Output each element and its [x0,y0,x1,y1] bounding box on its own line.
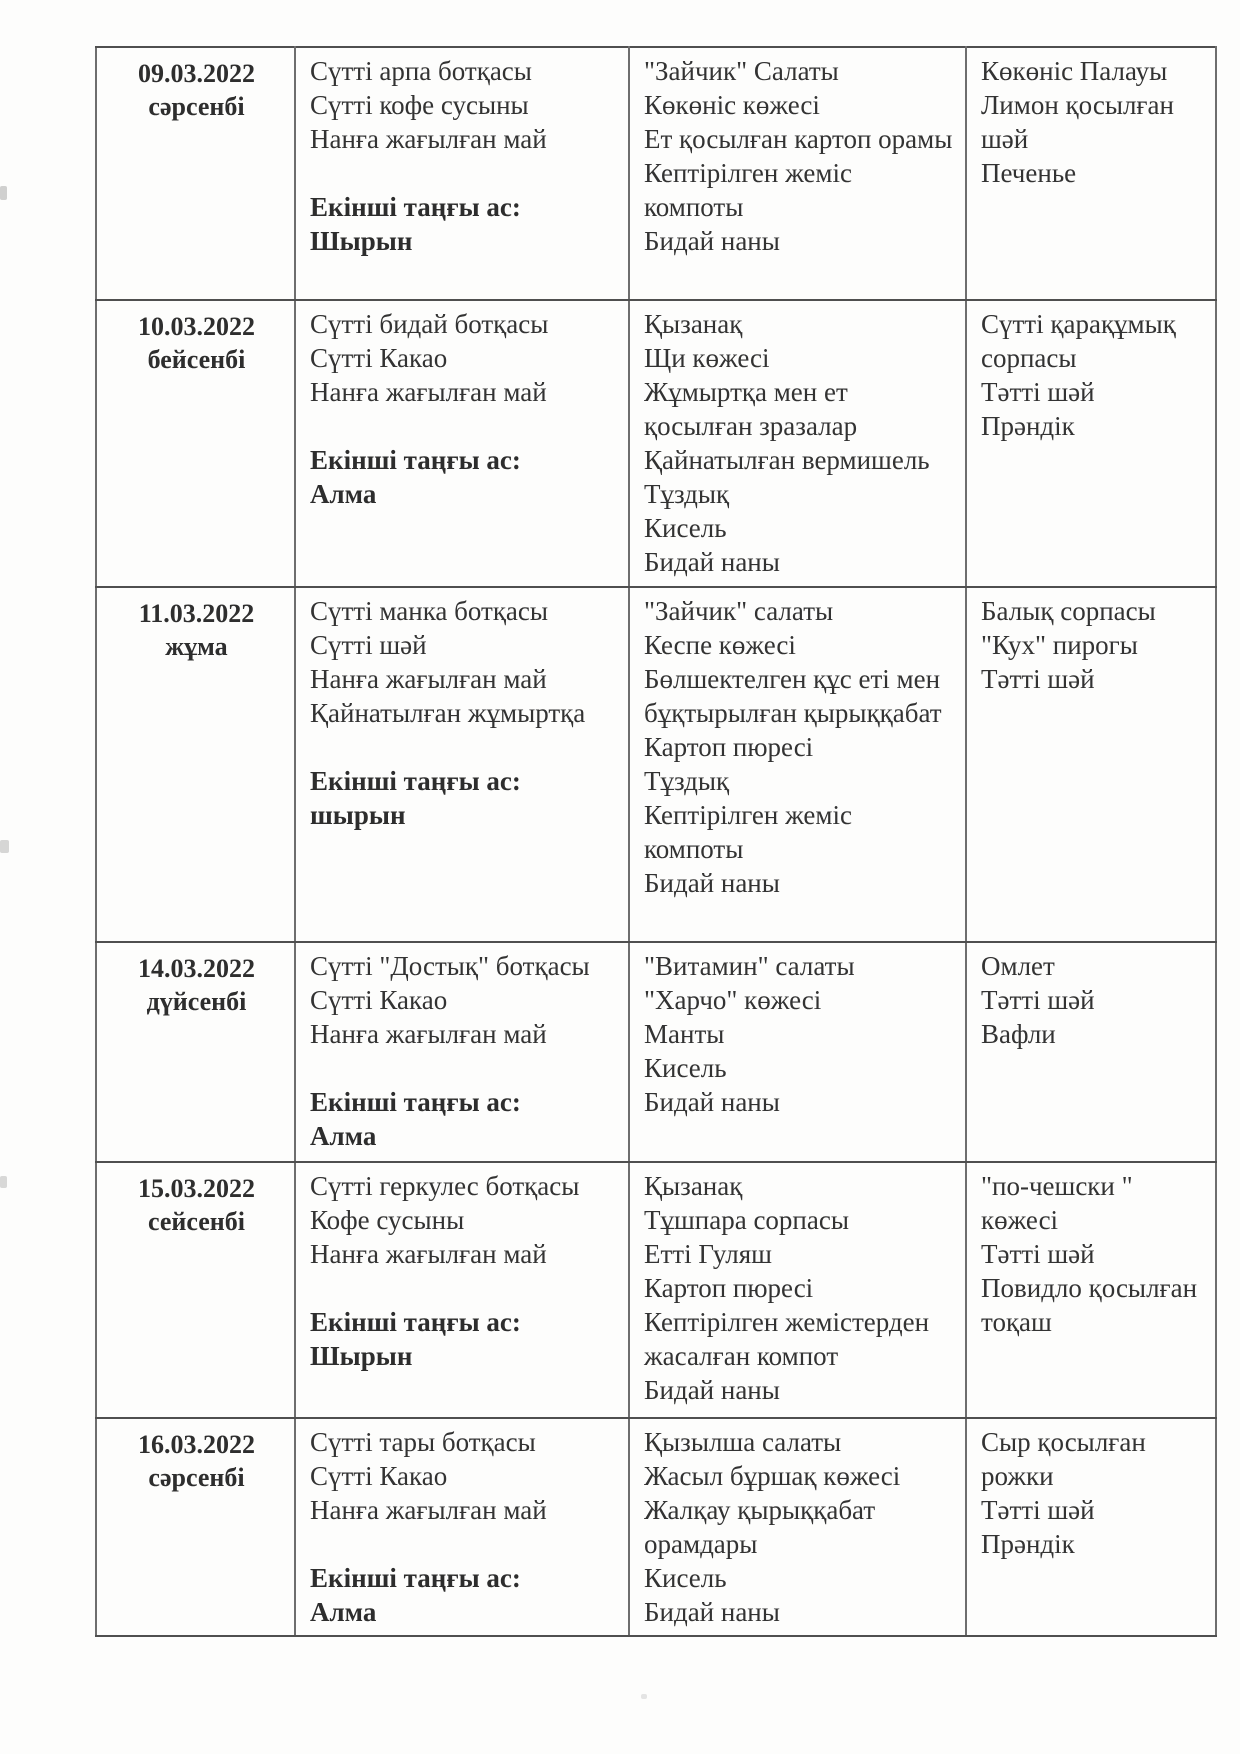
day-text: сәрсенбі [148,1463,245,1492]
breakfast-cell [295,942,629,1162]
lunch-cell [629,300,966,587]
snack-cell [966,587,1216,942]
lunch-cell [629,942,966,1162]
menu-item: Жұмыртқа мен ет қосылған зразалар [644,377,858,441]
snack-cell [966,1162,1216,1418]
menu-item: Қызанақ [644,309,743,339]
table-row [96,942,1216,1162]
date-text: 15.03.2022 [138,1174,255,1203]
date-text: 10.03.2022 [138,312,255,341]
scan-artifact [641,1694,647,1699]
menu-item: Нанға жағылған май [310,1019,547,1049]
menu-item: Жасыл бұршақ көжесі [644,1461,901,1491]
table-row [96,300,1216,587]
menu-item: Кеспе көжесі [644,630,796,660]
menu-item: Бидай наны [644,1597,780,1627]
scan-artifact [0,1176,7,1188]
menu-item: "Витамин" салаты [644,951,855,981]
menu-table-body [96,47,1216,1636]
menu-item: Тәтті шәй [981,1495,1095,1525]
menu-table [95,46,1217,1637]
menu-item: Нанға жағылған май [310,124,547,154]
second-breakfast-block [310,1305,616,1373]
menu-item: Печенье [981,158,1077,188]
menu-item: Сүтті манка ботқасы [310,596,549,626]
menu-item: Сүтті кофе сусыны [310,90,529,120]
menu-item: Қайнатылған жұмыртқа [310,698,586,728]
second-breakfast-label: Екінші таңғы ас: [310,1307,521,1337]
date-cell [96,1418,295,1636]
second-breakfast-item: Шырын [310,1341,413,1371]
menu-item: Кисель [644,513,727,543]
day-text: сейсенбі [148,1207,245,1236]
menu-item: Бидай наны [644,1087,780,1117]
day-text: сәрсенбі [148,92,245,121]
menu-item: Сүтті геркулес ботқасы [310,1171,580,1201]
breakfast-cell [295,47,629,300]
breakfast-items [310,1425,616,1527]
breakfast-items [310,307,616,409]
menu-item: Тәтті шәй [981,377,1095,407]
snack-items [981,307,1203,443]
breakfast-cell [295,1162,629,1418]
lunch-items [644,949,953,1119]
menu-item: Повидло қосылған тоқаш [981,1273,1198,1337]
menu-item: Жалқау қырыққабат орамдары [644,1495,876,1559]
table-row [96,47,1216,300]
snack-cell [966,47,1216,300]
table-row [96,1162,1216,1418]
snack-cell [966,1418,1216,1636]
date-text: 14.03.2022 [138,954,255,983]
menu-item: Сүтті арпа ботқасы [310,56,532,86]
menu-item: Қызанақ [644,1171,743,1201]
menu-item: Көкөніс көжесі [644,90,820,120]
snack-items [981,54,1203,190]
menu-item: Балық сорпасы [981,596,1156,626]
lunch-cell [629,47,966,300]
menu-item: Щи көжесі [644,343,770,373]
snack-items [981,1169,1203,1339]
menu-item: Бидай наны [644,226,780,256]
second-breakfast-item: Шырын [310,226,413,256]
menu-item: Манты [644,1019,725,1049]
menu-item: Нанға жағылған май [310,1239,547,1269]
second-breakfast-label: Екінші таңғы ас: [310,1563,521,1593]
second-breakfast-item: Алма [310,479,377,509]
breakfast-items [310,1169,616,1271]
menu-item: Етті Гуляш [644,1239,772,1269]
menu-item: Сүтті "Достық" ботқасы [310,951,590,981]
menu-item: Бөлшектелген құс еті мен бұқтырылған қырыққабат [644,664,942,728]
menu-item: Қайнатылған вермишель [644,445,930,475]
second-breakfast-label: Екінші таңғы ас: [310,445,521,475]
menu-item: Көкөніс Палауы [981,56,1168,86]
menu-item: Сүтті бидай ботқасы [310,309,549,339]
breakfast-cell [295,1418,629,1636]
menu-item: "Зайчик" салаты [644,596,834,626]
date-cell [96,942,295,1162]
menu-item: Тәтті шәй [981,664,1095,694]
menu-item: Кисель [644,1053,727,1083]
menu-item: Картоп пюресі [644,732,814,762]
snack-items [981,1425,1203,1561]
menu-item: Сыр қосылған рожки [981,1427,1146,1491]
second-breakfast-item: шырын [310,800,406,830]
table-row [96,587,1216,942]
menu-item: Сүтті тары ботқасы [310,1427,536,1457]
second-breakfast-block [310,190,616,258]
breakfast-cell [295,587,629,942]
menu-item: Кептірілген жемістерден жасалған компот [644,1307,930,1371]
second-breakfast-label: Екінші таңғы ас: [310,766,521,796]
menu-item: Тәтті шәй [981,1239,1095,1269]
menu-item: Нанға жағылған май [310,664,547,694]
menu-item: Бидай наны [644,547,780,577]
scan-artifact [698,1549,703,1553]
second-breakfast-label: Екінші таңғы ас: [310,1087,521,1117]
second-breakfast-block [310,1085,616,1153]
date-cell [96,1162,295,1418]
lunch-items [644,54,953,258]
menu-item: Прәндік [981,411,1075,441]
menu-item: Сүтті Какао [310,343,448,373]
menu-item: Тұздық [644,766,730,796]
menu-item: Кептірілген жеміс компоты [644,800,852,864]
lunch-items [644,594,953,900]
date-cell [96,587,295,942]
menu-item: Тұшпара сорпасы [644,1205,849,1235]
second-breakfast-label: Екінші таңғы ас: [310,192,521,222]
second-breakfast-item: Алма [310,1121,377,1151]
snack-cell [966,300,1216,587]
menu-item: Омлет [981,951,1055,981]
breakfast-cell [295,300,629,587]
menu-item: Тұздық [644,479,730,509]
date-cell [96,47,295,300]
date-text: 11.03.2022 [138,599,255,628]
menu-item: Нанға жағылған май [310,377,547,407]
snack-items [981,949,1203,1051]
scan-artifact [0,840,9,853]
menu-item: Ет қосылған картоп орамы [644,124,953,154]
menu-item: "по-чешски " көжесі [981,1171,1133,1235]
menu-item: "Зайчик" Салаты [644,56,839,86]
second-breakfast-item: Алма [310,1597,377,1627]
day-text: бейсенбі [147,345,246,374]
menu-item: Лимон қосылған шәй [981,90,1174,154]
second-breakfast-block [310,764,616,832]
menu-item: Сүтті Какао [310,1461,448,1491]
menu-item: Кофе сусыны [310,1205,465,1235]
snack-items [981,594,1203,696]
menu-item: Прәндік [981,1529,1075,1559]
menu-item: Сүтті қарақұмық сорпасы [981,309,1176,373]
lunch-cell [629,587,966,942]
menu-item: Сүтті шәй [310,630,427,660]
menu-item: "Кух" пирогы [981,630,1138,660]
menu-item: Нанға жағылған май [310,1495,547,1525]
lunch-cell [629,1418,966,1636]
breakfast-items [310,949,616,1051]
menu-item: Кептірілген жеміс компоты [644,158,852,222]
breakfast-items [310,594,616,730]
menu-item: Тәтті шәй [981,985,1095,1015]
menu-item: Қызылша салаты [644,1427,842,1457]
table-row [96,1418,1216,1636]
menu-item: Бидай наны [644,1375,780,1405]
second-breakfast-block [310,1561,616,1629]
menu-item: Кисель [644,1563,727,1593]
menu-item: Сүтті Какао [310,985,448,1015]
menu-item: Бидай наны [644,868,780,898]
menu-item: Картоп пюресі [644,1273,814,1303]
lunch-cell [629,1162,966,1418]
lunch-items [644,1169,953,1407]
scan-artifact [0,186,7,200]
breakfast-items [310,54,616,156]
date-text: 09.03.2022 [138,59,255,88]
lunch-items [644,1425,953,1629]
lunch-items [644,307,953,579]
menu-item: Вафли [981,1019,1056,1049]
day-text: дүйсенбі [146,987,247,1016]
menu-item: "Харчо" көжесі [644,985,822,1015]
date-text: 16.03.2022 [138,1430,255,1459]
snack-cell [966,942,1216,1162]
date-cell [96,300,295,587]
day-text: жұма [165,632,228,661]
second-breakfast-block [310,443,616,511]
